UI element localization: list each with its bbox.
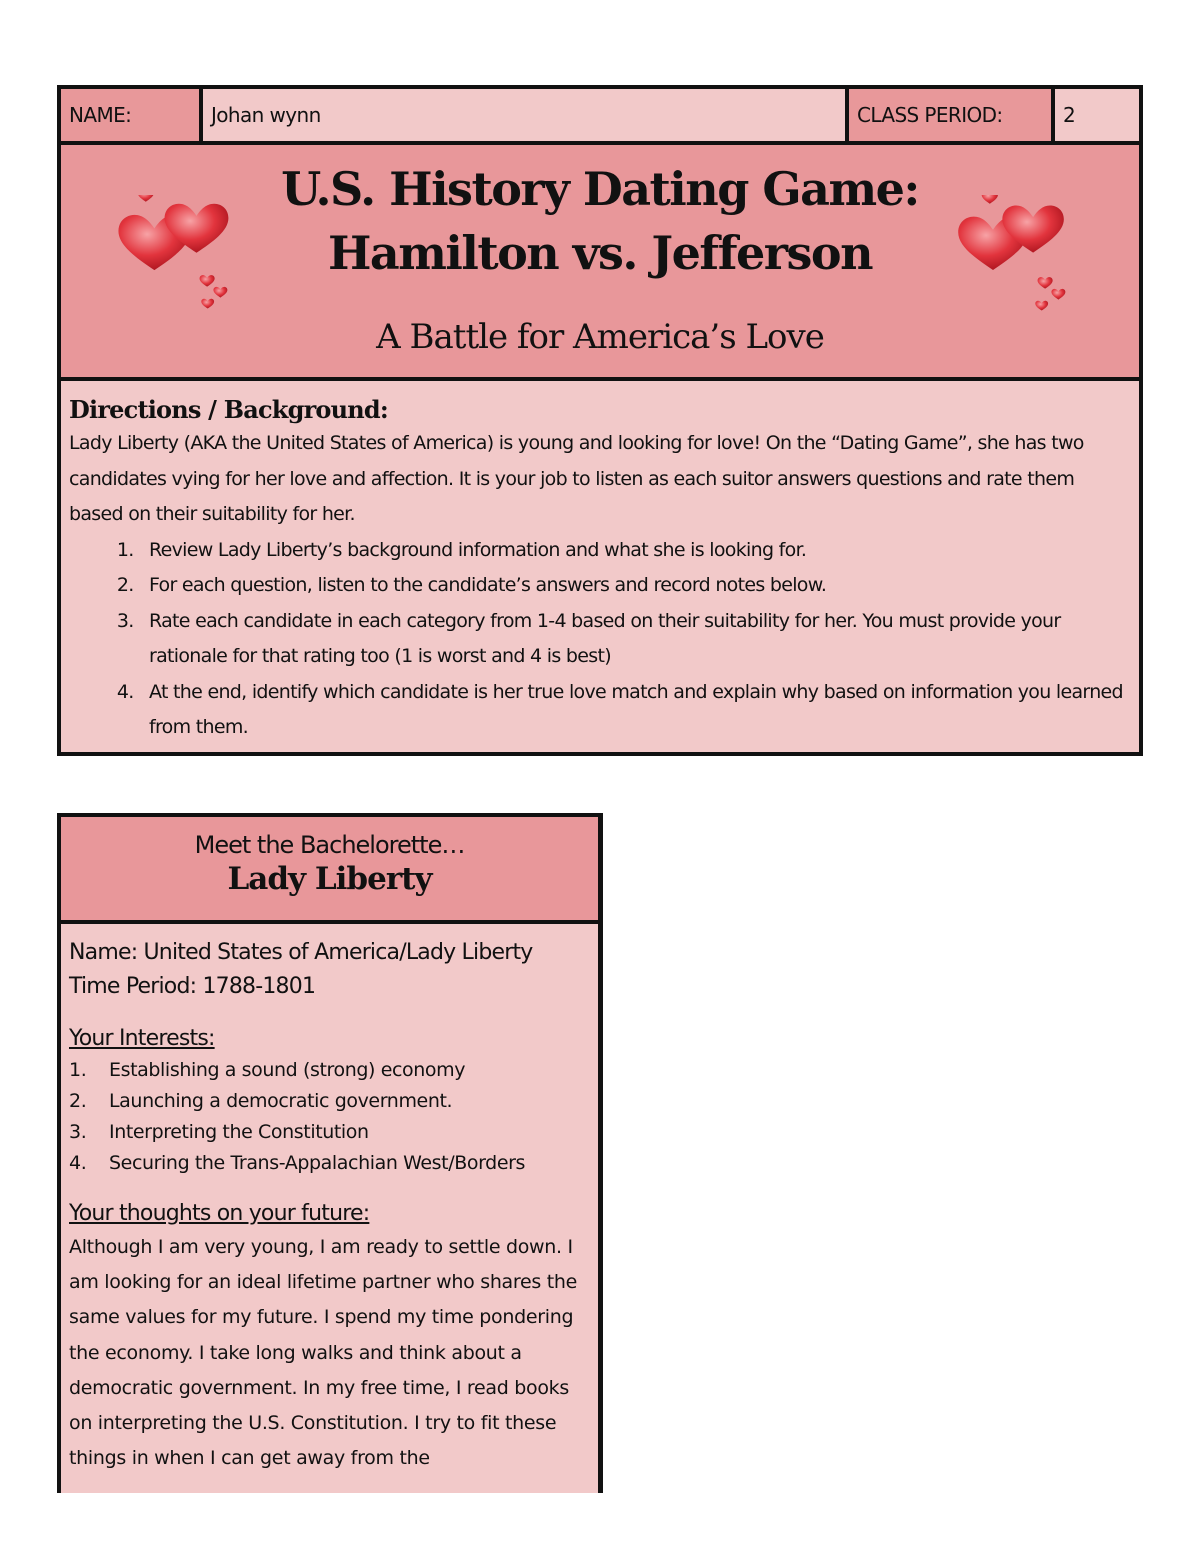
title-line-1: U.S. History Dating Game: xyxy=(281,162,919,216)
title-line-2: Hamilton vs. Jefferson xyxy=(327,226,873,280)
list-item: 4. At the end, identify which candidate is her true love match and explain why based on information you learned from them. xyxy=(139,675,1129,746)
thoughts-text: Although I am very young, I am ready to settle down. I am looking for an ideal lifetime partner who shares the same values for my future. I spend my time pondering the economy. I take long walks and think about a democratic government. In my free time, I read books on interpreting the U.S. Constitution. I try to fit these things in when I can get away from the xyxy=(69,1236,578,1470)
name-label: NAME: xyxy=(61,89,203,141)
student-info-row xyxy=(61,89,1139,145)
class-period-label: CLASS PERIOD: xyxy=(849,89,1055,141)
title-banner xyxy=(61,145,1139,381)
list-item: 2. Launching a democratic government. xyxy=(69,1090,453,1112)
directions-intro: Lady Liberty (AKA the United States of America) is young and looking for love! On the “Dating Game”, she has two candidates vying for her love and affection. It is your job to listen as each suitor answers questions and rate them based on their suitability for her. xyxy=(69,432,1084,525)
bachelorette-panel xyxy=(57,813,603,1493)
interests-heading: Your Interests: xyxy=(69,1026,215,1051)
bachelorette-profile xyxy=(61,924,598,1476)
profile-time-period: Time Period: 1788-1801 xyxy=(69,974,316,999)
list-item: 3. Rate each candidate in each category from 1-4 based on their suitability for her. You must provide your rationale for that rating too (1 is worst and 4 is best) xyxy=(139,604,1129,675)
directions-steps xyxy=(69,533,1129,746)
worksheet-header-panel xyxy=(57,85,1143,756)
list-item: 1. Establishing a sound (strong) economy xyxy=(69,1059,466,1081)
name-field[interactable]: Johan wynn xyxy=(203,89,849,141)
hearts-icon xyxy=(956,195,1096,315)
list-item: 2. For each question, listen to the candidate’s answers and record notes below. xyxy=(139,568,1129,604)
interests-list xyxy=(69,1055,592,1179)
thoughts-heading: Your thoughts on your future: xyxy=(69,1201,370,1226)
worksheet-subtitle: A Battle for America’s Love xyxy=(376,317,824,357)
list-item: 3. Interpreting the Constitution xyxy=(69,1121,369,1143)
bachelorette-title: Lady Liberty xyxy=(227,861,432,897)
bachelorette-kicker: Meet the Bachelorette… xyxy=(194,831,465,859)
class-period-field[interactable]: 2 xyxy=(1055,89,1139,141)
directions-heading: Directions / Background: xyxy=(69,395,388,424)
profile-name: Name: United States of America/Lady Liberty xyxy=(69,940,533,965)
list-item: 4. Securing the Trans-Appalachian West/Borders xyxy=(69,1152,526,1174)
directions-section xyxy=(61,381,1139,746)
bachelorette-header xyxy=(61,817,598,924)
list-item: 1. Review Lady Liberty’s background information and what she is looking for. xyxy=(139,533,1129,569)
